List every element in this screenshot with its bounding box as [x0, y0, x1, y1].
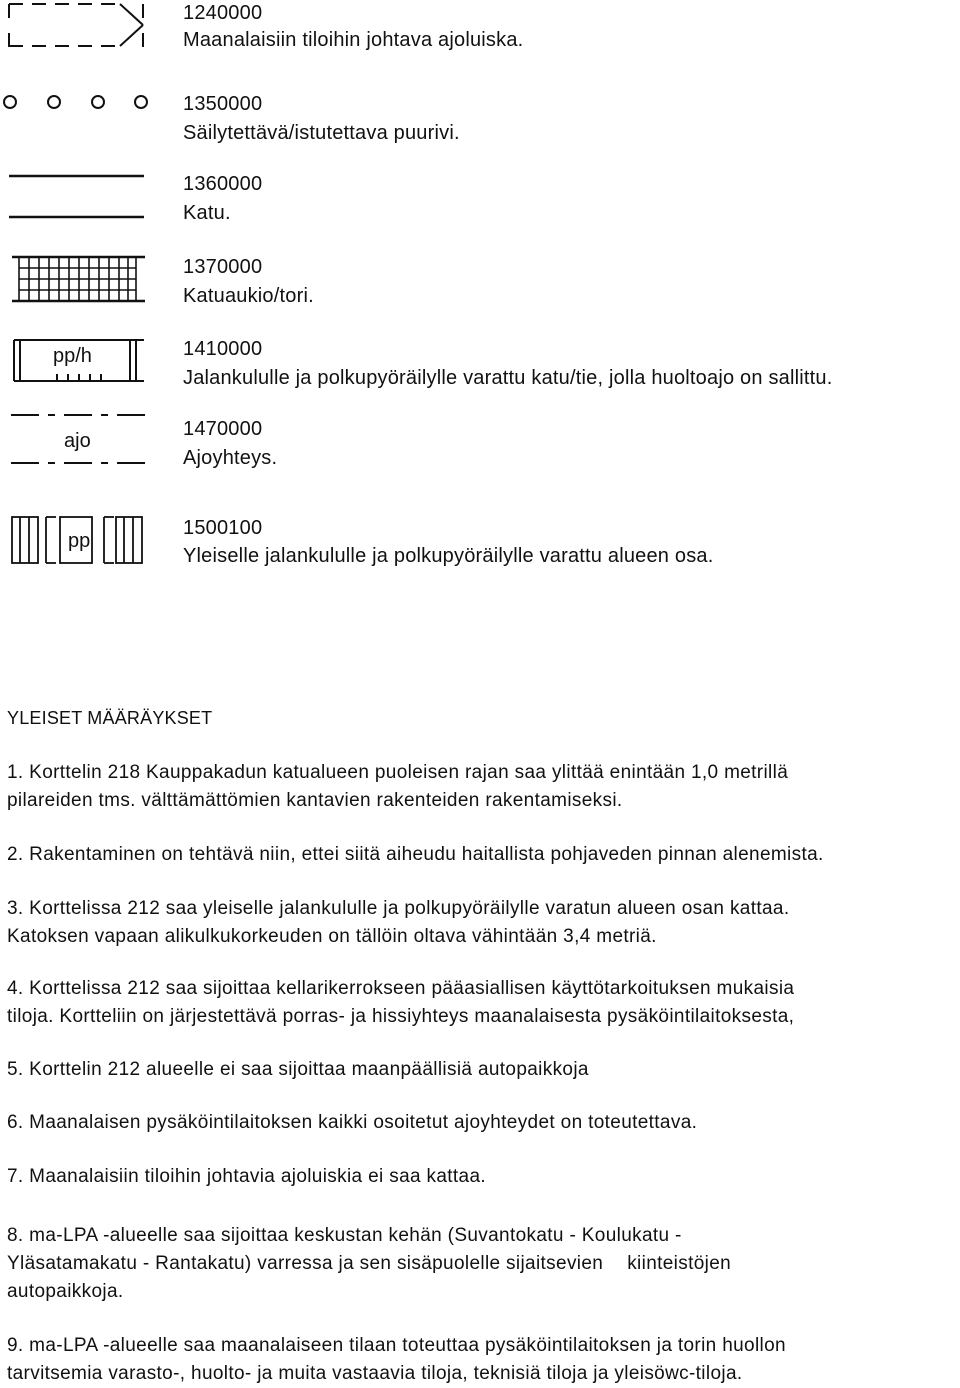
regulation-line: 7. Maanalaisiin tiloihin johtavia ajoluiskia ei saa kattaa. — [7, 1166, 487, 1187]
legend-description: Katuaukio/tori. — [183, 285, 314, 307]
square-grid-symbol-icon — [0, 248, 150, 308]
public-pedestrian-area-symbol-icon — [0, 508, 150, 568]
driveway-symbol-icon — [0, 410, 150, 470]
legend-row-street — [0, 165, 960, 225]
pedestrian-service-street-symbol-icon — [0, 330, 150, 390]
legend-description: Katu. — [183, 202, 231, 224]
regulation-line: 9. ma-LPA -alueelle saa maanalaiseen tilaan toteuttaa pysäköintilaitoksen ja torin huollon — [7, 1335, 786, 1356]
regulation-line: 6. Maanalaisen pysäköintilaitoksen kaikki osoitetut ajoyhteydet on toteutettava. — [7, 1112, 698, 1133]
legend-row-tree-row — [0, 85, 960, 145]
legend-code: 1500100 — [183, 517, 263, 539]
regulation-line: 5. Korttelin 212 alueelle ei saa sijoittaa maanpäällisiä autopaikkoja — [7, 1059, 589, 1080]
regulation-item — [7, 975, 957, 1031]
legend-row-driveway — [0, 410, 960, 470]
regulation-line: 8. ma-LPA -alueelle saa sijoittaa keskustan kehän (Suvantokatu - Koulukatu - — [7, 1225, 682, 1246]
regulation-item — [7, 1332, 957, 1388]
pp-label: pp — [68, 530, 91, 552]
ajo-label: ajo — [64, 430, 91, 452]
legend-description: Säilytettävä/istutettava puurivi. — [183, 122, 460, 144]
legend-row-square — [0, 248, 960, 308]
legend-code: 1370000 — [183, 256, 263, 278]
tree-row-symbol-icon — [0, 85, 160, 125]
legend-code: 1360000 — [183, 173, 263, 195]
legend-row-pedestrian-service — [0, 330, 960, 390]
regulation-line: Katoksen vapaan alikulkukorkeuden on tällöin oltava vähintään 3,4 metriä. — [7, 926, 657, 947]
regulation-line: 4. Korttelissa 212 saa sijoittaa kellarikerrokseen pääasiallisen käyttötarkoituksen mukaisia — [7, 978, 795, 999]
legend-description: Jalankululle ja polkupyöräilylle varattu katu/tie, jolla huoltoajo on sallittu. — [183, 367, 833, 389]
legend-row-public-pedestrian — [0, 508, 960, 568]
regulation-line: 3. Korttelissa 212 saa yleiselle jalankululle ja polkupyöräilylle varatun alueen osan kattaa. — [7, 898, 790, 919]
regulation-line: autopaikkoja. — [7, 1281, 124, 1302]
regulation-item — [7, 1056, 957, 1084]
regulation-item — [7, 841, 957, 869]
pp-h-label: pp/h — [53, 345, 92, 367]
regulation-line: 1. Korttelin 218 Kauppakadun katualueen puoleisen rajan saa ylittää enintään 1,0 metrillä — [7, 762, 789, 783]
regulation-line-tail: kiinteistöjen — [627, 1253, 732, 1274]
regulation-item — [7, 1109, 957, 1137]
regulation-line — [7, 1250, 957, 1278]
legend-code: 1240000 — [183, 2, 263, 24]
legend-code: 1410000 — [183, 338, 263, 360]
regulation-line: tiloja. Kortteliin on järjestettävä porras- ja hissiyhteys maanalaisesta pysäköintilaitoksesta, — [7, 1006, 795, 1027]
regulation-item — [7, 1222, 957, 1306]
regulation-line-start: Yläsatamakatu - Rantakatu) varressa ja sen sisäpuolelle sijaitsevien — [7, 1253, 604, 1274]
street-symbol-icon — [0, 165, 150, 225]
regulation-line: tarvitsemia varasto-, huolto- ja muita vastaavia tiloja, teknisiä tiloja ja yleisöwc-tiloja. — [7, 1363, 743, 1384]
regulation-item — [7, 1163, 957, 1191]
ramp-symbol-icon — [0, 0, 150, 60]
regulation-line: pilareiden tms. välttämättömien kantavien rakenteiden rakentamiseksi. — [7, 790, 623, 811]
legend-description: Maanalaisiin tiloihin johtava ajoluiska. — [183, 29, 524, 51]
legend-code: 1350000 — [183, 93, 263, 115]
regulations-heading: YLEISET MÄÄRÄYKSET — [7, 708, 213, 728]
legend-code: 1470000 — [183, 418, 263, 440]
regulation-item — [7, 895, 957, 951]
regulation-line: 2. Rakentaminen on tehtävä niin, ettei siitä aiheudu haitallista pohjaveden pinnan alenemista. — [7, 844, 824, 865]
legend-row-ramp — [0, 0, 960, 60]
legend-description: Ajoyhteys. — [183, 447, 278, 469]
regulation-item — [7, 759, 957, 815]
legend-description: Yleiselle jalankululle ja polkupyöräilylle varattu alueen osa. — [183, 545, 714, 567]
